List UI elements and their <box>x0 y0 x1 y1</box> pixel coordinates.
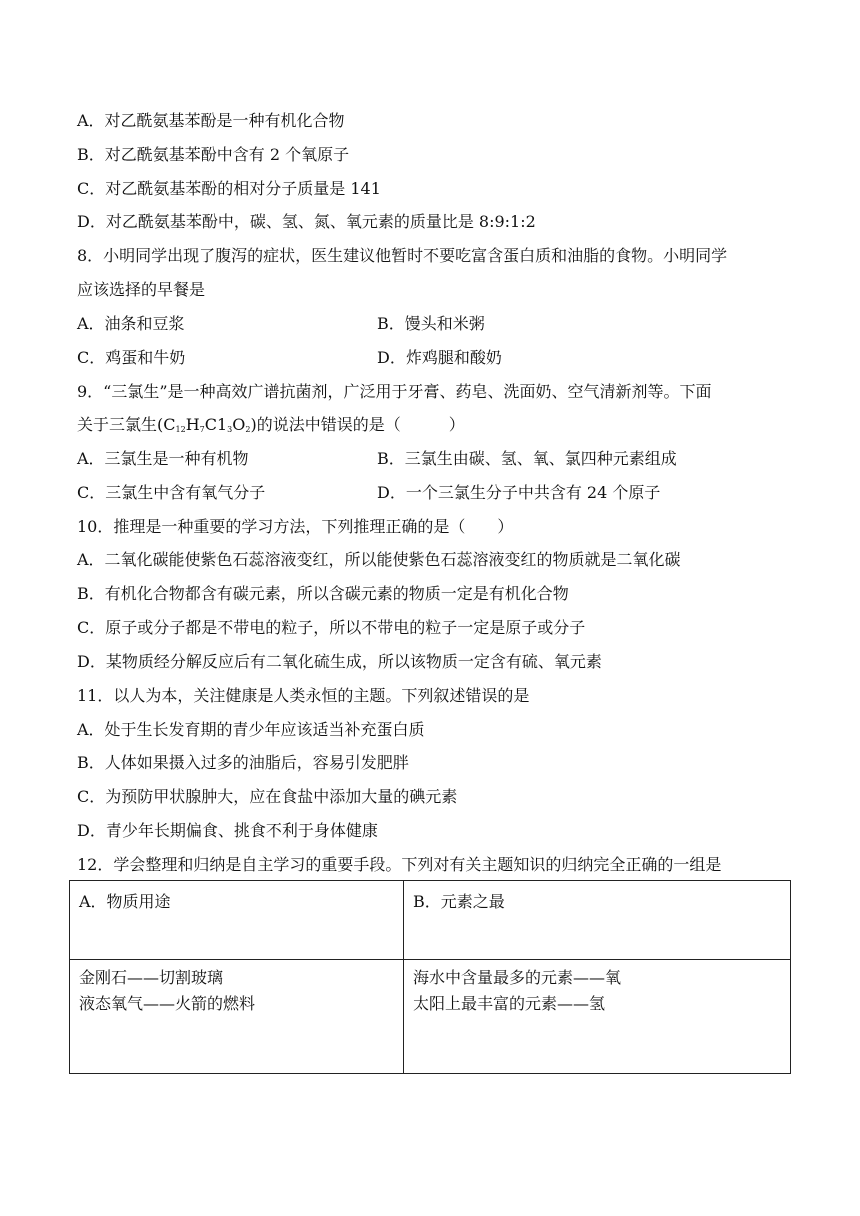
q11-option-b: B．人体如果摄入过多的油脂后，容易引发肥胖 <box>77 753 409 772</box>
q12-b-item: 海水中含量最多的元素——氧 <box>413 968 622 987</box>
q10-option-a: A．二氧化碳能使紫色石蕊溶液变红，所以能使紫色石蕊溶液变红的物质就是二氧化碳 <box>77 550 681 569</box>
q8-option-c: C．鸡蛋和牛奶 <box>77 348 186 367</box>
q12-stem: 12．学会整理和归纳是自主学习的重要手段。下列对有关主题知识的归纳完全正确的一组是 <box>77 855 722 874</box>
q9-stem-pre: 关于三氯生(C <box>77 415 176 434</box>
q9-sub-h: 7 <box>199 425 205 434</box>
q9-option-a: A．三氯生是一种有机物 <box>77 449 249 468</box>
q9-option-c: C．三氯生中含有氧气分子 <box>77 483 266 502</box>
q11-option-a: A．处于生长发育期的青少年应该适当补充蛋白质 <box>77 720 425 739</box>
q9-mid-cl: C1 <box>204 415 228 434</box>
q12-b-item: 太阳上最丰富的元素——氢 <box>413 994 606 1013</box>
q8-option-b: B．馒头和米粥 <box>377 314 485 333</box>
q12-a-item: 液态氧气——火箭的燃料 <box>79 994 256 1013</box>
q7-option-d: D．对乙酰氨基苯酚中，碳、氢、氮、氧元素的质量比是 8:9:1:2 <box>77 212 536 231</box>
q12-cell-a-body <box>70 960 404 1074</box>
q11-option-d: D．青少年长期偏食、挑食不利于身体健康 <box>77 821 378 840</box>
q7-option-c: C．对乙酰氨基苯酚的相对分子质量是 141 <box>77 179 381 198</box>
q9-stem-line2 <box>77 415 465 440</box>
q12-cell-b-body <box>404 960 791 1074</box>
q10-stem: 10．推理是一种重要的学习方法，下列推理正确的是（ ） <box>77 517 514 536</box>
q9-option-d: D．一个三氯生分子中共含有 24 个原子 <box>377 483 661 502</box>
q11-stem: 11．以人为本，关注健康是人类永恒的主题。下列叙述错误的是 <box>77 686 530 705</box>
q10-option-c: C．原子或分子都是不带电的粒子，所以不带电的粒子一定是原子或分子 <box>77 618 586 637</box>
q9-stem-post: )的说法中错误的是（ ） <box>250 415 465 434</box>
q12-table <box>69 880 791 1074</box>
q8-stem-line2: 应该选择的早餐是 <box>77 280 206 299</box>
q7-option-b: B．对乙酰氨基苯酚中含有 2 个氧原子 <box>77 145 350 164</box>
q9-mid-h: H <box>185 415 200 434</box>
q12-a-head: A．物质用途 <box>79 892 171 911</box>
q8-option-a: A．油条和豆浆 <box>77 314 185 333</box>
q9-sub-o: 2 <box>245 425 251 434</box>
q10-option-b: B．有机化合物都含有碳元素，所以含碳元素的物质一定是有机化合物 <box>77 584 569 603</box>
q12-cell-b-head <box>404 881 791 960</box>
q8-stem-line1: 8．小明同学出现了腹泻的症状，医生建议他暂时不要吃富含蛋白质和油脂的食物。小明同学 <box>77 246 728 265</box>
q10-option-d: D．某物质经分解反应后有二氧化硫生成，所以该物质一定含有硫、氧元素 <box>77 652 602 671</box>
q9-stem-line1: 9．“三氯生”是一种高效广谱抗菌剂，广泛用于牙膏、药皂、洗面奶、空气清新剂等。下面 <box>77 382 712 401</box>
q11-option-c: C．为预防甲状腺肿大，应在食盐中添加大量的碘元素 <box>77 787 458 806</box>
q12-b-head: B．元素之最 <box>413 892 505 911</box>
q7-option-a: A．对乙酰氨基苯酚是一种有机化合物 <box>77 111 345 130</box>
q9-option-b: B．三氯生由碳、氢、氧、氯四种元素组成 <box>377 449 677 468</box>
q8-option-d: D．炸鸡腿和酸奶 <box>377 348 502 367</box>
q9-sub-cl: 3 <box>227 425 233 434</box>
q12-cell-a-head <box>70 881 404 960</box>
q9-mid-o: O <box>232 415 246 434</box>
q9-sub-c: 12 <box>175 425 186 434</box>
q12-a-item: 金刚石——切割玻璃 <box>79 968 224 987</box>
